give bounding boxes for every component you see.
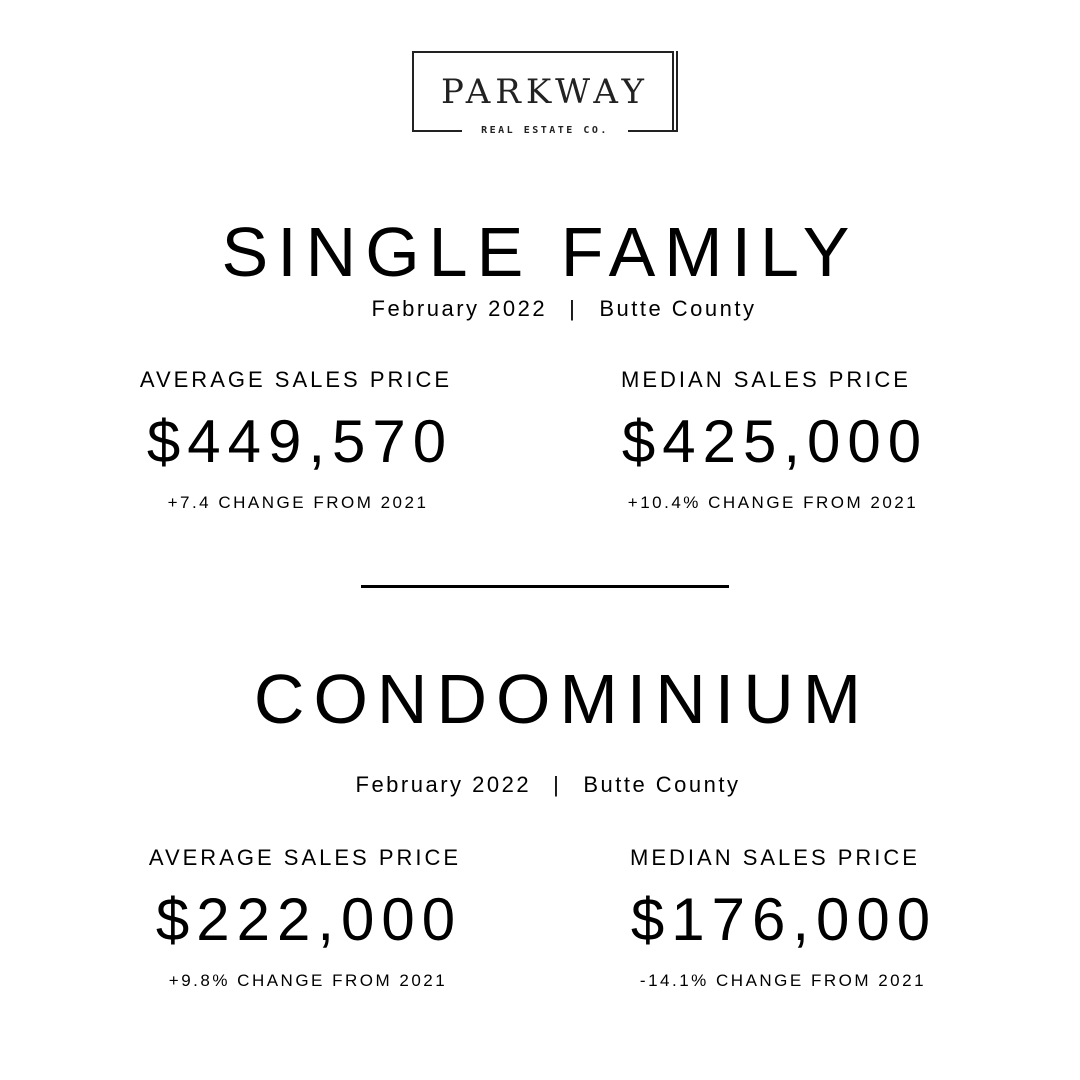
region-text: Butte County — [583, 772, 741, 797]
section-divider — [361, 585, 729, 588]
logo-name: PARKWAY — [441, 72, 649, 112]
region-text: Butte County — [599, 296, 757, 321]
average-price-label: AVERAGE SALES PRICE — [139, 367, 453, 392]
period-text: February 2022 — [371, 296, 548, 321]
separator: | — [553, 772, 562, 797]
average-price-value: $449,570 — [146, 408, 454, 475]
median-price-label: MEDIAN SALES PRICE — [630, 845, 920, 870]
median-price-change: -14.1% CHANGE FROM 2021 — [639, 971, 927, 990]
median-price-change: +10.4% CHANGE FROM 2021 — [627, 493, 919, 512]
logo-tagline: REAL ESTATE CO. — [481, 125, 609, 136]
section-title: CONDOMINIUM — [253, 660, 871, 738]
median-price-value: $176,000 — [630, 886, 938, 953]
average-price-change: +9.8% CHANGE FROM 2021 — [168, 971, 448, 990]
separator: | — [569, 296, 578, 321]
section-subtitle — [24, 296, 1080, 322]
average-price-change: +7.4 CHANGE FROM 2021 — [167, 493, 429, 512]
median-price-value: $425,000 — [621, 408, 929, 475]
period-text: February 2022 — [355, 772, 532, 797]
median-price-label: MEDIAN SALES PRICE — [621, 367, 911, 392]
average-price-value: $222,000 — [155, 886, 463, 953]
section-subtitle — [8, 772, 1080, 798]
section-title: SINGLE FAMILY — [221, 213, 859, 291]
average-price-label: AVERAGE SALES PRICE — [148, 845, 462, 870]
